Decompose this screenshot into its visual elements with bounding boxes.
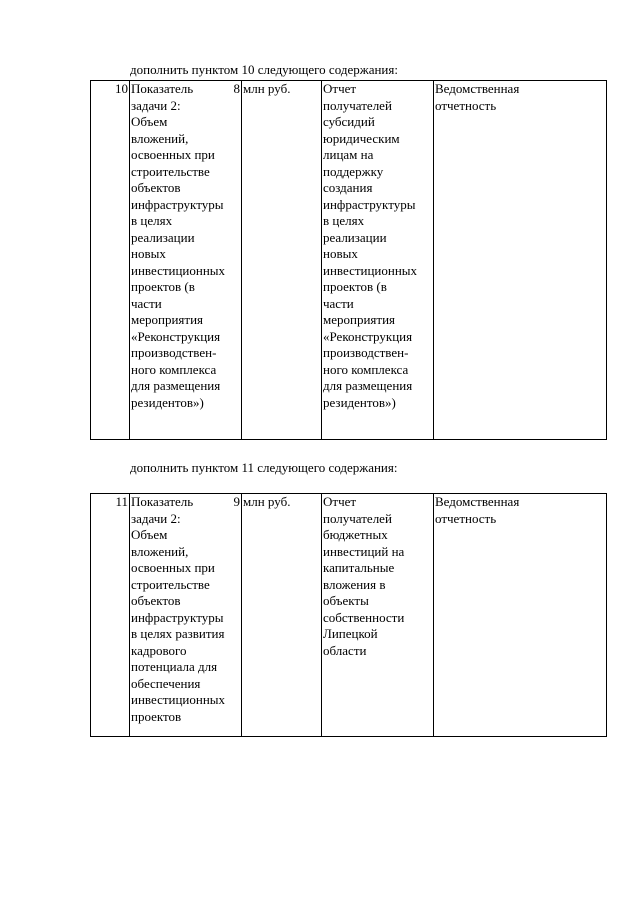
row-number: 11 [91, 494, 130, 737]
indicator-description: задачи 2: Объем вложений, освоенных при строительстве объектов инфраструктуры в целях развития кадрового потенциала для обеспечения инвестиционных проектов [131, 510, 226, 724]
indicator-title: Показатель [131, 494, 194, 509]
row-number: 10 [91, 81, 130, 440]
indicator-title: Показатель [131, 81, 194, 96]
indicator-ordinal: 8 [233, 81, 240, 96]
intro-text-item-10: дополнить пунктом 10 следующего содержания: [130, 62, 398, 77]
indicator-ordinal: 9 [233, 494, 240, 509]
indicator-cell [130, 494, 242, 737]
source-cell: Отчет получателей бюджетных инвестиций на капитальные вложения в объекты собственности Липецкой области [322, 494, 434, 737]
reporting-cell: Ведомственная отчетность [434, 81, 607, 440]
indicator-table-item-10 [90, 80, 607, 440]
intro-text-item-11: дополнить пунктом 11 следующего содержания: [130, 460, 398, 475]
table-row [91, 494, 607, 737]
source-cell: Отчет получателей субсидий юридическим лицам на поддержку создания инфраструктуры в целях реализации новых инвестиционных проектов (в части мероприятия «Реконструкция производствен- ного комплекса для размещения резидентов») [322, 81, 434, 440]
unit-cell: млн руб. [242, 494, 322, 737]
unit-cell: млн руб. [242, 81, 322, 440]
indicator-table-item-11 [90, 493, 607, 737]
indicator-description: задачи 2: Объем вложений, освоенных при строительстве объектов инфраструктуры в целях реализации новых инвестиционных проектов (в части мероприятия «Реконструкция производствен- ного комплекса для размещения резидентов») [131, 97, 226, 410]
table-row [91, 81, 607, 440]
indicator-cell [130, 81, 242, 440]
reporting-cell: Ведомственная отчетность [434, 494, 607, 737]
